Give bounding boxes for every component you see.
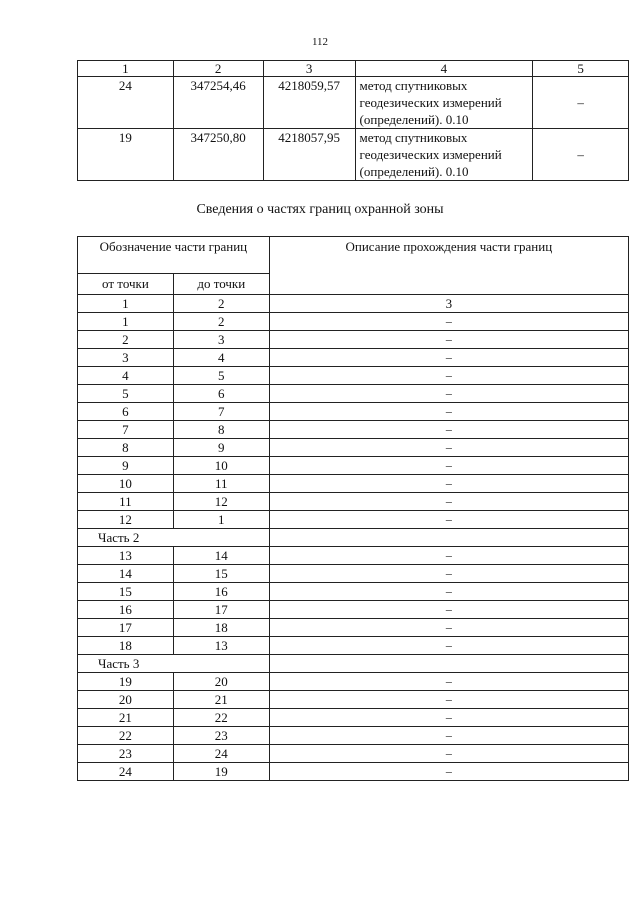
description: – [269,601,628,619]
coordinates-table [77,60,629,181]
col-number: 5 [533,61,629,77]
col5-value: – [533,129,629,181]
from-point: 3 [78,349,174,367]
coord-x: 347250,80 [173,129,263,181]
boundary-parts-table [77,236,629,781]
from-point: 15 [78,583,174,601]
col-number: 2 [173,61,263,77]
description: – [269,475,628,493]
to-point: 2 [173,313,269,331]
description: – [269,709,628,727]
header-row [78,237,629,274]
coord-y: 4218059,57 [263,77,355,129]
description: – [269,637,628,655]
from-point: 22 [78,727,174,745]
to-point: 4 [173,349,269,367]
description: – [269,565,628,583]
col-number: 3 [263,61,355,77]
method-line: метод спутниковых [359,78,468,93]
description: – [269,403,628,421]
table-row [78,349,629,367]
table-row [78,673,629,691]
table-row [78,727,629,745]
table-row [78,457,629,475]
table-row [78,403,629,421]
table-row [78,385,629,403]
col-number: 1 [78,295,174,313]
from-point: 20 [78,691,174,709]
to-point: 3 [173,331,269,349]
col-number: 1 [78,61,174,77]
part-label: Часть 2 [78,529,270,547]
from-point: 12 [78,511,174,529]
method-line: метод спутниковых [359,130,468,145]
description: – [269,673,628,691]
part-desc [269,655,628,673]
to-point: 9 [173,439,269,457]
table-row [78,475,629,493]
header-from: от точки [78,274,174,295]
col-number: 2 [173,295,269,313]
from-point: 4 [78,367,174,385]
from-point: 10 [78,475,174,493]
description: – [269,619,628,637]
point-number: 19 [78,129,174,181]
from-point: 5 [78,385,174,403]
to-point: 22 [173,709,269,727]
from-point: 18 [78,637,174,655]
to-point: 1 [173,511,269,529]
from-point: 19 [78,673,174,691]
from-point: 7 [78,421,174,439]
to-point: 10 [173,457,269,475]
to-point: 20 [173,673,269,691]
method-line: (определений). 0.10 [359,164,469,179]
column-number-row [78,295,629,313]
table-row [78,763,629,781]
table-row [78,511,629,529]
description: – [269,421,628,439]
table-row [78,691,629,709]
description: – [269,511,628,529]
table-row [78,493,629,511]
section-title: Сведения о частях границ охранной зоны [196,202,444,217]
part-label: Часть 3 [78,655,270,673]
from-point: 6 [78,403,174,421]
description: – [269,583,628,601]
to-point: 24 [173,745,269,763]
description: – [269,745,628,763]
col5-value: – [533,77,629,129]
table-row [78,601,629,619]
to-point: 6 [173,385,269,403]
table-row [78,547,629,565]
to-point: 21 [173,691,269,709]
from-point: 17 [78,619,174,637]
table-row [78,529,629,547]
description: – [269,763,628,781]
header-description: Описание прохождения части границ [269,237,628,295]
method-cell [355,129,533,181]
from-point: 24 [78,763,174,781]
header-designation: Обозначение части границ [78,237,270,274]
col-number: 3 [269,295,628,313]
coord-y: 4218057,95 [263,129,355,181]
table-row [78,637,629,655]
table-row [78,745,629,763]
method-cell [355,77,533,129]
to-point: 18 [173,619,269,637]
description: – [269,331,628,349]
method-line: геодезических измерений [359,147,502,162]
description: – [269,727,628,745]
from-point: 14 [78,565,174,583]
from-point: 2 [78,331,174,349]
to-point: 12 [173,493,269,511]
from-point: 9 [78,457,174,475]
description: – [269,367,628,385]
from-point: 16 [78,601,174,619]
to-point: 7 [173,403,269,421]
table-row [78,331,629,349]
table-row [78,129,629,181]
coord-x: 347254,46 [173,77,263,129]
description: – [269,439,628,457]
from-point: 13 [78,547,174,565]
table-row [78,77,629,129]
col-number: 4 [355,61,533,77]
description: – [269,457,628,475]
table-row [78,367,629,385]
method-line: (определений). 0.10 [359,112,469,127]
to-point: 13 [173,637,269,655]
table-row [78,709,629,727]
description: – [269,691,628,709]
description: – [269,493,628,511]
table-row [78,313,629,331]
table-row [78,421,629,439]
part-desc [269,529,628,547]
table-row [78,583,629,601]
table-row [78,655,629,673]
from-point: 1 [78,313,174,331]
column-number-row [78,61,629,77]
from-point: 11 [78,493,174,511]
header-to: до точки [173,274,269,295]
method-line: геодезических измерений [359,95,502,110]
to-point: 17 [173,601,269,619]
description: – [269,385,628,403]
description: – [269,547,628,565]
to-point: 11 [173,475,269,493]
from-point: 21 [78,709,174,727]
to-point: 15 [173,565,269,583]
to-point: 5 [173,367,269,385]
from-point: 8 [78,439,174,457]
table-row [78,565,629,583]
page-number: 112 [311,36,329,48]
to-point: 19 [173,763,269,781]
description: – [269,313,628,331]
table-row [78,439,629,457]
from-point: 23 [78,745,174,763]
to-point: 8 [173,421,269,439]
to-point: 23 [173,727,269,745]
point-number: 24 [78,77,174,129]
to-point: 16 [173,583,269,601]
table-row [78,619,629,637]
to-point: 14 [173,547,269,565]
description: – [269,349,628,367]
